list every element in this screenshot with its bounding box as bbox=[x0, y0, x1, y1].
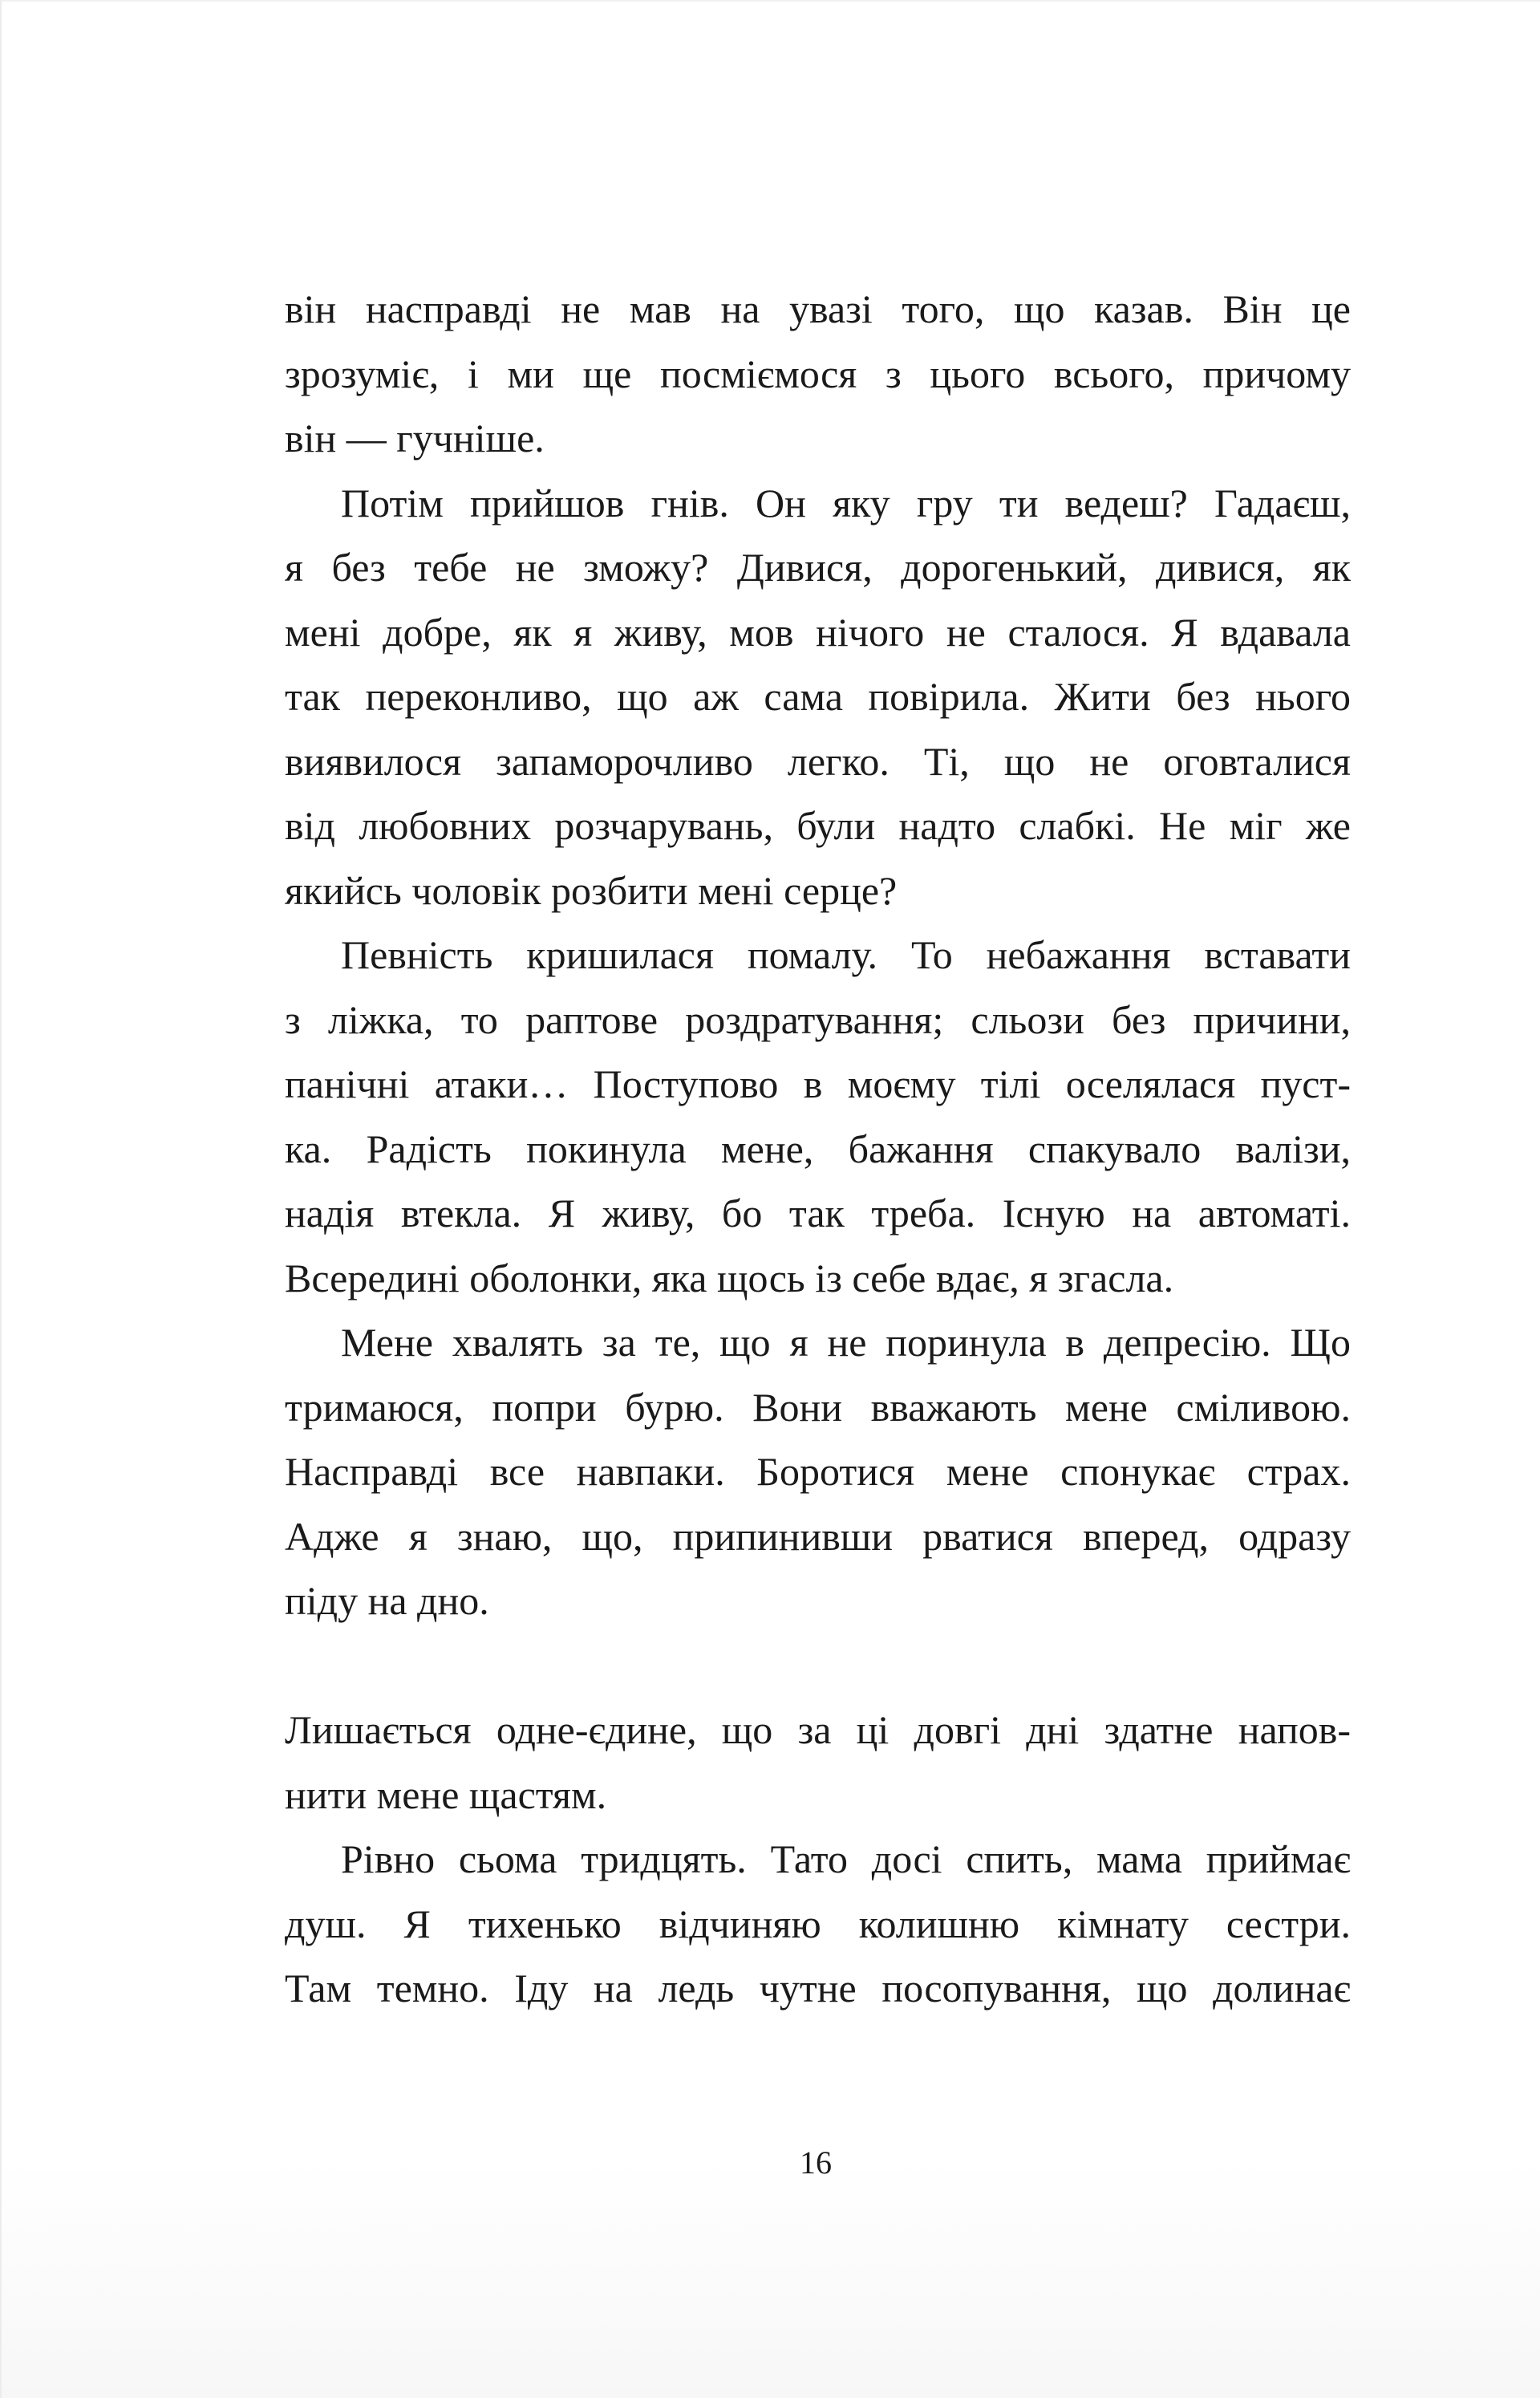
page-number: 16 bbox=[800, 2144, 832, 2181]
text-line: Потім прийшов гнів. Он яку гру ти ведеш? Гадаєш, bbox=[341, 480, 1351, 525]
text-line: Певність кришилася помалу. То небажання вставати bbox=[341, 932, 1351, 977]
text-line: тримаюся, попри бурю. Вони вважають мене сміливою. bbox=[285, 1384, 1351, 1430]
text-line: Рівно сьома тридцять. Тато досі спить, мама приймає bbox=[341, 1836, 1351, 1881]
text-line: надія втекла. Я живу, бо так треба. Існую на автоматі. bbox=[285, 1191, 1351, 1236]
body-text bbox=[285, 277, 1351, 2021]
text-line: Там темно. Іду на ледь чутне посопування, що долинає bbox=[285, 1966, 1351, 2011]
text-line: душ. Я тихенько відчиняю колишню кімнату сестри. bbox=[285, 1901, 1351, 1946]
text-line: Всередині оболонки, яка щось із себе вдає, я згасла. bbox=[285, 1255, 1174, 1300]
text-line: від любовних розчарувань, були надто слабкі. Не міг же bbox=[285, 803, 1351, 848]
text-line: з ліжка, то раптове роздратування; сльози без причини, bbox=[285, 996, 1351, 1042]
text-line: мені добре, як я живу, мов нічого не сталося. Я вдавала bbox=[285, 609, 1351, 655]
text-line: Насправді все навпаки. Боротися мене спонукає страх. bbox=[285, 1449, 1351, 1494]
text-line: ка. Радість покинула мене, бажання спакувало валізи, bbox=[285, 1126, 1351, 1171]
text-line: він — гучніше. bbox=[285, 416, 545, 461]
text-line: він насправді не мав на увазі того, що казав. Він це bbox=[285, 286, 1351, 331]
text-line: зрозуміє, і ми ще посміємося з цього всього, причому bbox=[285, 351, 1351, 396]
text-line: піду на дно. bbox=[285, 1578, 489, 1623]
text-line: Адже я знаю, що, припинивши рватися вперед, одразу bbox=[285, 1513, 1351, 1559]
text-line: якийсь чоловік розбити мені серце? bbox=[285, 867, 898, 913]
text-line: виявилося запаморочливо легко. Ті, що не оговталися bbox=[285, 738, 1351, 784]
text-line: Мене хвалять за те, що я не поринула в депресію. Що bbox=[341, 1320, 1351, 1365]
text-line: я без тебе не зможу? Дивися, дорогенький, дивися, як bbox=[285, 545, 1351, 590]
text-line: нити мене щастям. bbox=[285, 1771, 607, 1817]
text-line: панічні атаки… Поступово в моєму тілі оселялася пуст- bbox=[285, 1061, 1351, 1106]
section-break bbox=[285, 1633, 1351, 1698]
text-line: Лишається одне-єдине, що за ці довгі дні здатне напов- bbox=[285, 1707, 1351, 1752]
text-line: так переконливо, що аж сама повірила. Жити без нього bbox=[285, 674, 1351, 719]
